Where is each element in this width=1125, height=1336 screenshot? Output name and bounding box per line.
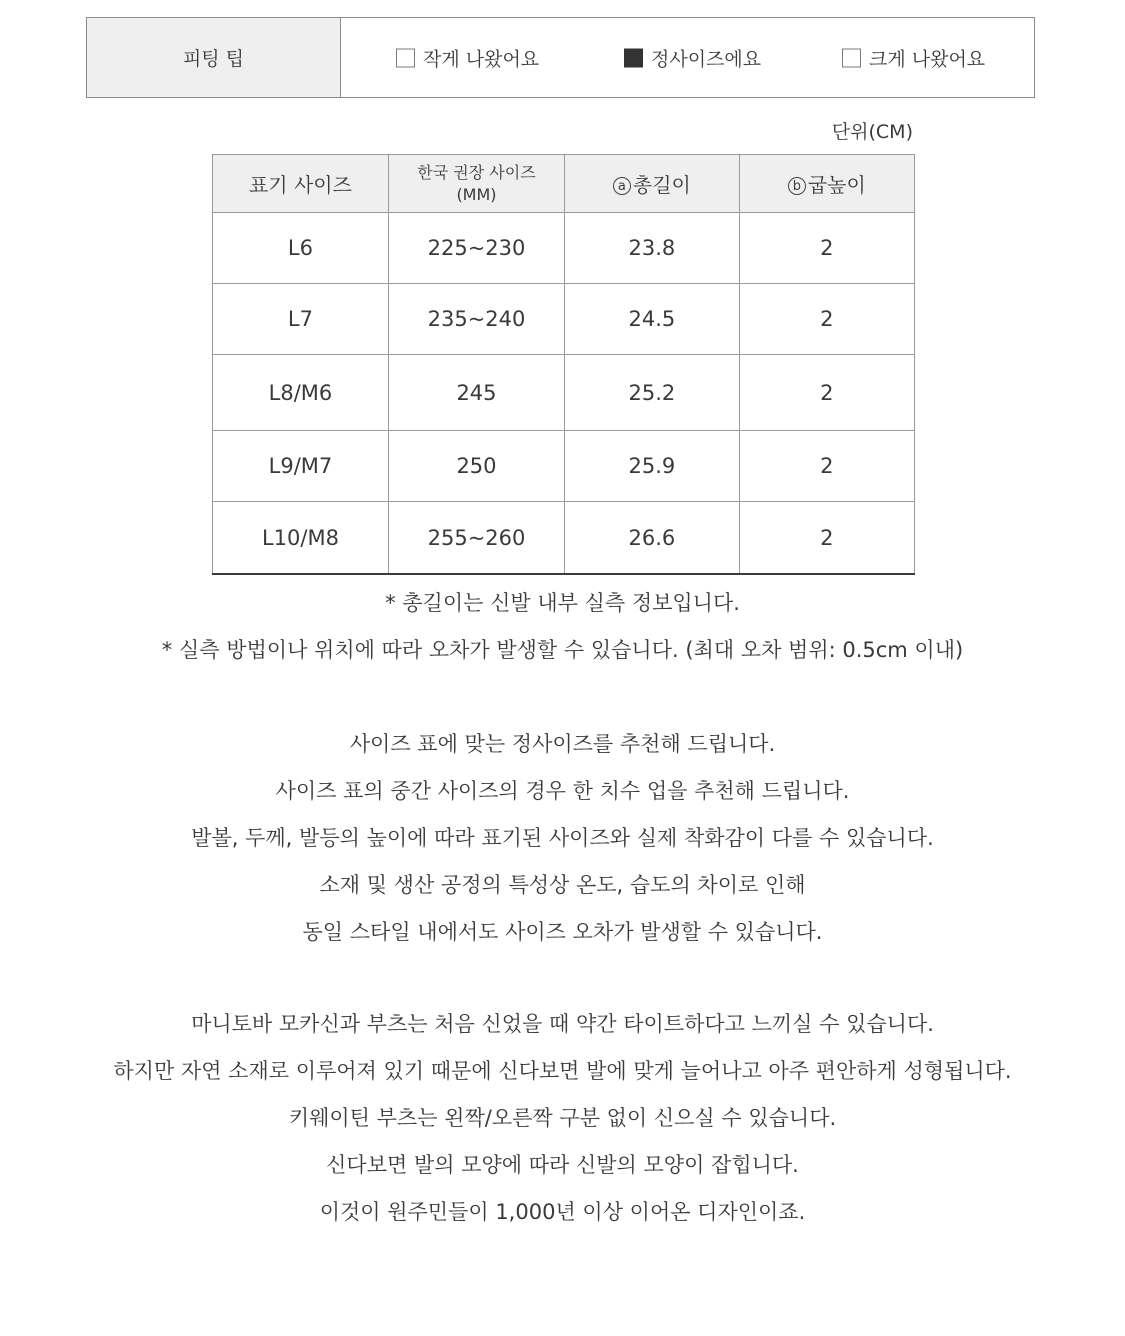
cell-heel-height: 2 [739,431,914,502]
header-heel-height [739,155,914,213]
info-line: 신다보면 발의 모양에 따라 신발의 모양이 잡힙니다. [326,1153,799,1177]
fitting-tip-options [341,18,1034,97]
table-row [213,213,915,284]
cell-label-size: L9/M7 [213,431,389,502]
cell-label-size: L7 [213,284,389,355]
cell-total-length: 23.8 [565,213,740,284]
cell-total-length: 24.5 [565,284,740,355]
checkbox-unchecked-icon [842,48,861,67]
guide-line: 동일 스타일 내에서도 사이즈 오차가 발생할 수 있습니다. [302,920,823,944]
fitting-tip-box [86,17,1035,98]
table-header-row [213,155,915,213]
header-korean-size [388,155,564,213]
size-table [212,154,915,575]
info-line: 이것이 원주민들이 1,000년 이상 이어온 디자인이죠. [319,1200,806,1224]
checkbox-unchecked-icon [396,48,415,67]
cell-korean-size: 255~260 [388,502,564,575]
header-korean-size-line2: (MM) [456,184,497,204]
checkbox-checked-icon [624,48,643,67]
cell-heel-height: 2 [739,502,914,575]
fitting-tip-label: 피팅 팁 [87,18,341,97]
header-total-length [565,155,740,213]
fit-option-label: 크게 나왔어요 [869,48,986,70]
measurement-notes [0,580,1125,674]
table-row [213,355,915,431]
table-row [213,502,915,575]
table-row [213,284,915,355]
header-label-size: 표기 사이즈 [213,155,389,213]
cell-total-length: 25.2 [565,355,740,431]
guide-line: 소재 및 생산 공정의 특성상 온도, 습도의 차이로 인해 [319,873,806,897]
cell-heel-height: 2 [739,213,914,284]
guide-line: 사이즈 표에 맞는 정사이즈를 추천해 드립니다. [349,732,776,756]
cell-korean-size: 235~240 [388,284,564,355]
guide-line: 사이즈 표의 중간 사이즈의 경우 한 치수 업을 추천해 드립니다. [275,779,850,803]
fit-option-label: 정사이즈에요 [651,48,762,70]
cell-heel-height: 2 [739,355,914,431]
cell-korean-size: 245 [388,355,564,431]
cell-heel-height: 2 [739,284,914,355]
unit-label: 단위(CM) [831,121,913,143]
fit-option-true-to-size [624,44,761,71]
fit-option-label: 작게 나왔어요 [423,48,540,70]
note-line: * 실측 방법이나 위치에 따라 오차가 발생할 수 있습니다. (최대 오차 범위: 0.5cm 이내) [161,638,964,662]
note-line: * 총길이는 신발 내부 실측 정보입니다. [385,591,740,615]
product-info-paragraph [0,1001,1125,1236]
cell-total-length: 25.9 [565,431,740,502]
info-line: 하지만 자연 소재로 이루어져 있기 때문에 신다보면 발에 맞게 늘어나고 아주 편안하게 성형됩니다. [113,1059,1012,1083]
guide-line: 발볼, 두께, 발등의 높이에 따라 표기된 사이즈와 실제 착화감이 다를 수 있습니다. [191,826,934,850]
fit-option-large [842,44,985,71]
cell-label-size: L10/M8 [213,502,389,575]
size-guide-paragraph [0,721,1125,956]
header-total-length-label: 총길이 [632,173,691,197]
cell-label-size: L6 [213,213,389,284]
table-row [213,431,915,502]
info-line: 키웨이틴 부츠는 왼짝/오른짝 구분 없이 신으실 수 있습니다. [288,1106,837,1130]
cell-label-size: L8/M6 [213,355,389,431]
circled-a-icon: a [613,177,631,195]
header-korean-size-line1: 한국 권장 사이즈 [417,162,536,182]
fit-option-small [396,44,539,71]
circled-b-icon: b [788,177,806,195]
info-line: 마니토바 모카신과 부츠는 처음 신었을 때 약간 타이트하다고 느끼실 수 있습니다. [191,1012,934,1036]
cell-total-length: 26.6 [565,502,740,575]
cell-korean-size: 225~230 [388,213,564,284]
header-heel-height-label: 굽높이 [807,173,866,197]
cell-korean-size: 250 [388,431,564,502]
